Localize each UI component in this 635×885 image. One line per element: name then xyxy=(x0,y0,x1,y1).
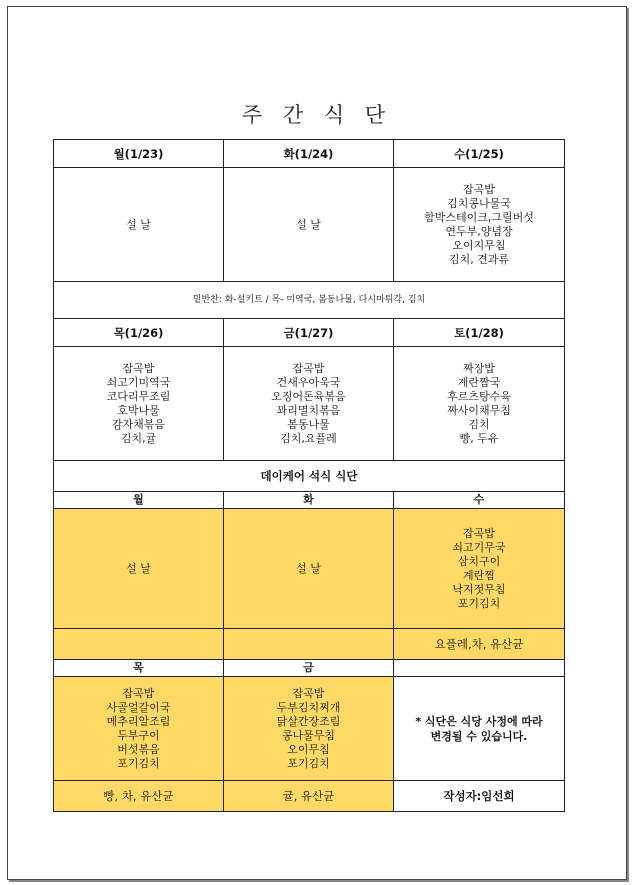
menu-item: 김치,귤 xyxy=(120,431,157,445)
side-dish-note: 밑반찬: 화-설키트 / 목- 미역국, 봄동나물, 다시마튀각, 김치 xyxy=(54,282,565,319)
day-header-tue: 화(1/24) xyxy=(224,140,394,168)
daycare-meal-wed xyxy=(394,509,565,629)
daycare-meal-tue xyxy=(224,509,394,629)
menu-item: 오징어돈육볶음 xyxy=(271,389,346,403)
menu-item: 두부김치찌개 xyxy=(276,700,341,714)
page-title: 주 간 식 단 xyxy=(241,103,393,127)
menu-item: 설 날 xyxy=(126,217,151,231)
menu-item: 설 날 xyxy=(296,217,321,231)
menu-item: 짜사이채무침 xyxy=(447,403,511,417)
day-header-mon: 월(1/23) xyxy=(54,140,224,168)
menu-item: 닭살간장조림 xyxy=(276,714,341,728)
menu-item: 포기김치 xyxy=(287,756,330,770)
menu-item: 포기김치 xyxy=(457,596,501,610)
menu-item: 잡곡밥 xyxy=(122,686,155,700)
daycare-meal-mon xyxy=(54,509,224,629)
menu-change-notice xyxy=(394,677,565,781)
menu-cell-tue xyxy=(224,168,394,282)
menu-cell-thu xyxy=(54,347,224,461)
daycare-snack-mon xyxy=(54,629,224,660)
menu-cell-mon xyxy=(54,168,224,282)
daycare-header-thu: 목 xyxy=(54,660,224,677)
menu-item: 봄동나물 xyxy=(287,417,330,431)
menu-item: * 식단은 식당 사정에 따라 xyxy=(415,714,543,728)
menu-item: 감자채볶음 xyxy=(111,417,166,431)
author-credit: 작성자:임선희 xyxy=(394,781,565,812)
menu-item: 오이무침 xyxy=(287,742,330,756)
daycare-title: 데이케어 석식 식단 xyxy=(54,461,565,492)
menu-item: 사골얼갈이국 xyxy=(106,700,171,714)
daycare-header-empty xyxy=(394,660,565,677)
menu-item: 콩나물무침 xyxy=(281,728,336,742)
menu-item: 설 날 xyxy=(296,561,321,575)
menu-cell-fri xyxy=(224,347,394,461)
daycare-meal-thu xyxy=(54,677,224,781)
menu-item: 김치콩나물국 xyxy=(447,196,511,210)
menu-item: 건새우아욱국 xyxy=(276,375,341,389)
daycare-snack-tue xyxy=(224,629,394,660)
menu-item: 잡곡밥 xyxy=(292,361,325,375)
menu-item: 계란짬국 xyxy=(457,375,501,389)
daycare-header-mon: 월 xyxy=(54,492,224,509)
menu-item: 두부구이 xyxy=(117,728,160,742)
daycare-header-wed: 수 xyxy=(394,492,565,509)
menu-item: 호박나물 xyxy=(117,403,160,417)
menu-item: 메추리알조림 xyxy=(106,714,171,728)
menu-item: 함박스테이크,그릴버섯 xyxy=(424,210,534,224)
menu-item: 오이지무침 xyxy=(452,238,506,252)
menu-item: 버섯볶음 xyxy=(117,742,160,756)
menu-item: 포기김치 xyxy=(117,756,160,770)
menu-item: 김치,요플레 xyxy=(280,431,337,445)
menu-item: 쇠고기미역국 xyxy=(106,375,171,389)
day-header-fri: 금(1/27) xyxy=(224,319,394,347)
day-header-wed: 수(1/25) xyxy=(394,140,565,168)
menu-item: 빵, 두유 xyxy=(459,431,499,445)
menu-item: 계란찜 xyxy=(463,568,495,582)
menu-item: 쇠고기무국 xyxy=(452,540,506,554)
day-header-sat: 토(1/28) xyxy=(394,319,565,347)
menu-item: 잡곡밥 xyxy=(463,526,495,540)
menu-item: 변경될 수 있습니다. xyxy=(430,729,528,743)
menu-item: 꽈리멸치볶음 xyxy=(276,403,341,417)
menu-item: 잡곡밥 xyxy=(463,182,495,196)
menu-item: 잡곡밥 xyxy=(292,686,325,700)
daycare-snack-wed: 요플레,차, 유산균 xyxy=(394,629,565,660)
day-header-thu: 목(1/26) xyxy=(54,319,224,347)
menu-item: 짜장밥 xyxy=(463,361,495,375)
menu-item: 후르츠탕수육 xyxy=(447,389,511,403)
menu-cell-wed xyxy=(394,168,565,282)
menu-item: 낙지젓무침 xyxy=(452,582,506,596)
daycare-snack-thu: 빵, 차, 유산균 xyxy=(54,781,224,812)
menu-item: 삼치구이 xyxy=(457,554,501,568)
daycare-header-fri: 금 xyxy=(224,660,394,677)
menu-item: 연두부,양념장 xyxy=(445,224,513,238)
menu-item: 설 날 xyxy=(126,561,151,575)
menu-cell-sat xyxy=(394,347,565,461)
weekly-menu-table xyxy=(53,139,565,812)
menu-item: 김치 xyxy=(468,417,490,431)
daycare-meal-fri xyxy=(224,677,394,781)
menu-item: 김치, 견과류 xyxy=(448,252,510,266)
menu-item: 잡곡밥 xyxy=(122,361,155,375)
daycare-header-tue: 화 xyxy=(224,492,394,509)
menu-item: 코다리무조림 xyxy=(106,389,171,403)
daycare-snack-fri: 귤, 유산균 xyxy=(224,781,394,812)
